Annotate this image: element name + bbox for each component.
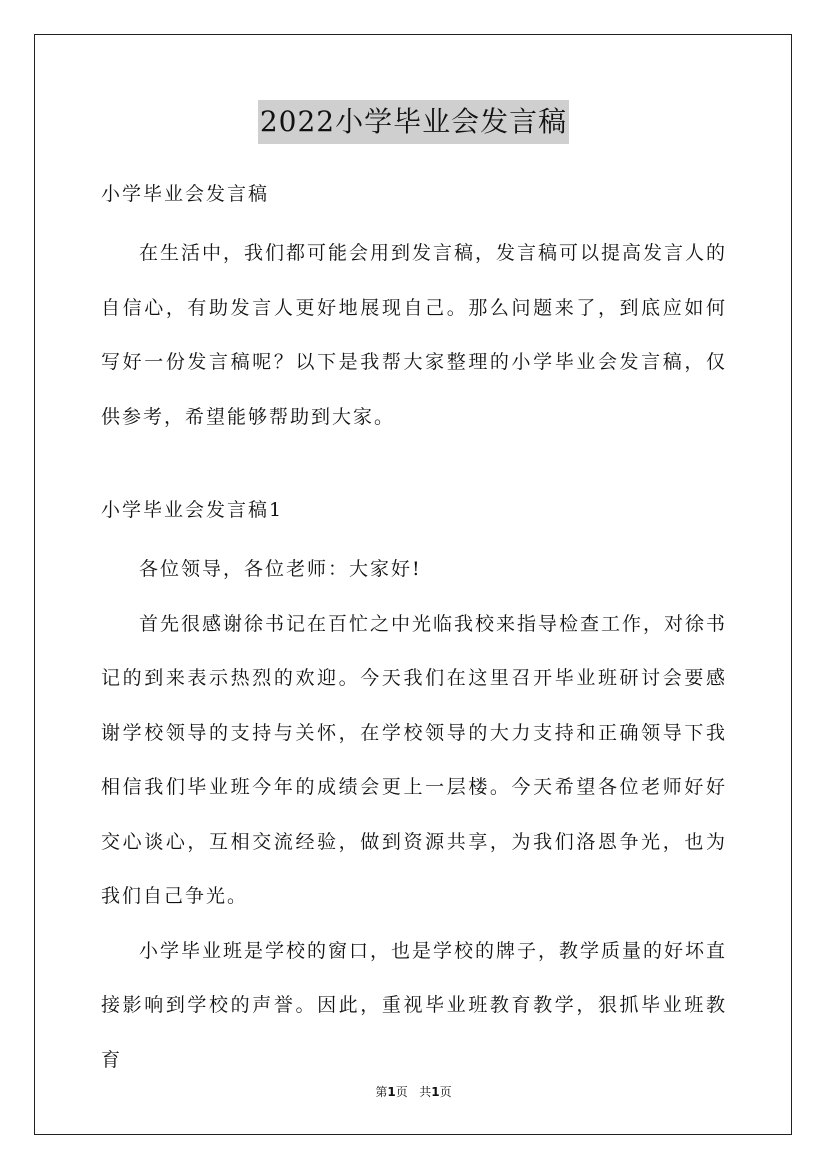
page-label-suffix: 页 [395, 1085, 408, 1099]
section1-heading: 小学毕业会发言稿1 [101, 499, 284, 521]
page-number: 1 [387, 1085, 396, 1099]
total-suffix: 页 [439, 1085, 452, 1099]
total-prefix: 共 [419, 1085, 432, 1099]
document-title-wrapper [0, 100, 827, 148]
document-title: 2022小学毕业会发言稿 [258, 100, 569, 144]
total-pages: 1 [431, 1085, 440, 1099]
intro-paragraph: 在生活中，我们都可能会用到发言稿，发言稿可以提高发言人的自信心，有助发言人更好地展现自己。那么问题来了，到底应如何写好一份发言稿呢？以下是我帮大家整理的小学毕业会发言稿，仅供参考，希望能够帮助到大家。 [101, 242, 728, 428]
page-footer [0, 1083, 827, 1100]
spacer [101, 444, 727, 492]
document-body [101, 176, 727, 1087]
spacer [101, 528, 727, 542]
page-label-prefix: 第 [375, 1085, 388, 1099]
body-paragraph-1: 首先很感谢徐书记在百忙之中光临我校来指导检查工作，对徐书记的到来表示热烈的欢迎。今天我们在这里召开毕业班研讨会要感谢学校领导的支持与关怀，在学校领导的大力支持和正确领导下我相信我们毕业班今年的成绩会更上一层楼。今天希望各位老师好好交心谈心，互相交流经验，做到资源共享，为我们洛恩争光，也为我们自己争光。 [101, 612, 728, 907]
body-paragraph-2: 小学毕业班是学校的窗口，也是学校的牌子，教学质量的好坏直接影响到学校的声誉。因此，重视毕业班教育教学，狠抓毕业班教育 [101, 939, 728, 1071]
spacer [101, 212, 727, 226]
greeting-paragraph: 各位领导，各位老师：大家好! [139, 558, 422, 580]
intro-heading: 小学毕业会发言稿 [101, 183, 270, 205]
